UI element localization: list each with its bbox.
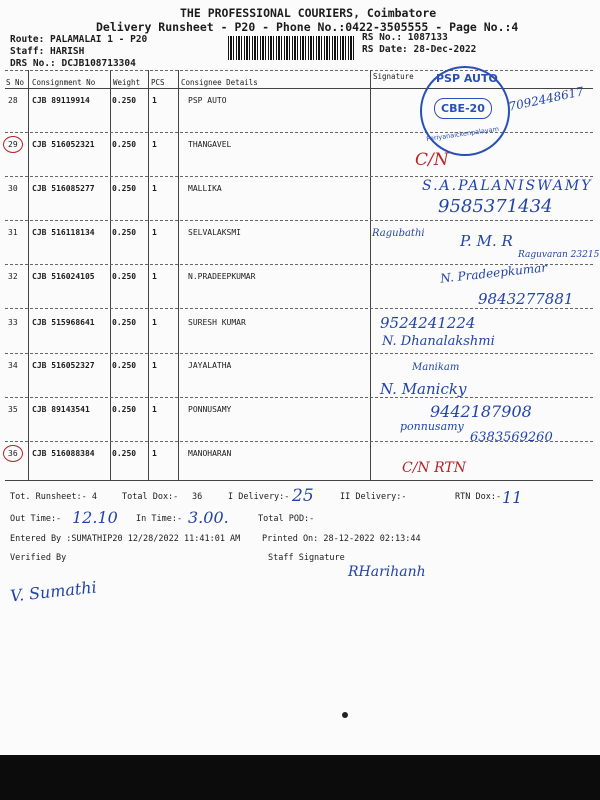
row-sno: 35	[8, 405, 18, 414]
col-consignment: Consignment No	[32, 78, 96, 87]
company-title: THE PROFESSIONAL COURIERS, Coimbatore	[180, 6, 437, 20]
row-weight: 0.250	[112, 449, 137, 458]
hw-row33-name: N. Dhanalakshmi	[382, 334, 495, 349]
row-weight: 0.250	[112, 228, 137, 237]
row-consignee: SURESH KUMAR	[188, 318, 246, 327]
row-pcs: 1	[152, 184, 157, 193]
row-sno: 29	[8, 140, 18, 149]
rs-date: RS Date: 28-Dec-2022	[362, 44, 477, 55]
psp-auto-stamp	[420, 66, 510, 156]
row-consignee: N.PRADEEPKUMAR	[188, 272, 256, 281]
route-label: Route: PALAMALAI 1 - P20	[10, 34, 148, 45]
table-bottom-rule	[5, 480, 593, 481]
row-sno: 34	[8, 361, 18, 370]
staff-label: Staff: HARISH	[10, 46, 85, 57]
col-signature: Signature	[373, 72, 414, 81]
total-pod-label: Total POD:-	[258, 514, 315, 524]
hw-row35-phone2: 6383569260	[470, 430, 553, 445]
row-weight: 0.250	[112, 318, 137, 327]
row-pcs: 1	[152, 272, 157, 281]
row-divider	[5, 176, 593, 177]
row-consignee: JAYALATHA	[188, 361, 232, 370]
hw-out-time: 12.10	[72, 508, 118, 527]
row-sno: 28	[8, 96, 18, 105]
hw-row34-name: Manikam	[412, 362, 460, 373]
row-consignee: SELVALAKSMI	[188, 228, 241, 237]
total-dox-value: 36	[192, 492, 203, 502]
row-consignment: CJB 89119914	[32, 96, 90, 105]
barcode	[228, 36, 354, 60]
scan-edge	[0, 755, 600, 800]
row-divider	[5, 308, 593, 309]
total-dox-label: Total Dox:-	[122, 492, 179, 502]
hw-row35-name: ponnusamy	[400, 420, 464, 433]
row-consignment: CJB 516118134	[32, 228, 95, 237]
row-sno: 33	[8, 318, 18, 327]
rs-number: RS No.: 1087133	[362, 32, 448, 43]
row-consignment: CJB 515968641	[32, 318, 95, 327]
row-weight: 0.250	[112, 140, 137, 149]
runsheet-title: Delivery Runsheet - P20 - Phone No.:0422-3505555 - Page No.:4	[96, 20, 519, 34]
row-weight: 0.250	[112, 361, 137, 370]
hw-row33-phone: 9524241224	[380, 314, 476, 332]
staff-signature-label: Staff Signature	[268, 553, 345, 563]
hw-rtn-count: 11	[502, 488, 523, 507]
row-sno: 30	[8, 184, 18, 193]
verified-by-label: Verified By	[10, 553, 67, 563]
hw-in-time: 3.00.	[188, 508, 229, 527]
row-divider	[5, 397, 593, 398]
row-consignee: MALLIKA	[188, 184, 222, 193]
row-consignee: PONNUSAMY	[188, 405, 232, 414]
row-consignment: CJB 516085277	[32, 184, 95, 193]
row-sno: 32	[8, 272, 18, 281]
col-sno: S No	[6, 78, 25, 87]
row-pcs: 1	[152, 449, 157, 458]
entered-by: Entered By :SUMATHIP20 12/28/2022 11:41:01 AM	[10, 534, 241, 544]
row-consignment: CJB 516052327	[32, 361, 95, 370]
row-pcs: 1	[152, 228, 157, 237]
stamp-center-text: CBE-20	[434, 98, 492, 119]
hw-row28-phone: 7092448617	[507, 84, 585, 114]
row-weight: 0.250	[112, 405, 137, 414]
col-weight: Weight	[113, 78, 141, 87]
out-time-label: Out Time:-	[10, 514, 62, 524]
hw-delivery-count: 25	[292, 486, 314, 506]
stamp-top-text: PSP AUTO	[436, 72, 498, 85]
row-pcs: 1	[152, 140, 157, 149]
hw-row29-note: C/N	[415, 150, 449, 170]
row-divider	[5, 353, 593, 354]
drs-label: DRS No.: DCJB108713304	[10, 58, 136, 69]
red-circle-mark	[3, 136, 23, 153]
row-sno: 31	[8, 228, 18, 237]
i-delivery-label: I Delivery:-	[228, 492, 290, 502]
row-pcs: 1	[152, 96, 157, 105]
paper-speck	[342, 712, 348, 718]
hw-row34-sign: N. Manicky	[380, 380, 467, 398]
row-consignment: CJB 89143541	[32, 405, 90, 414]
row-pcs: 1	[152, 361, 157, 370]
printed-on: Printed On: 28-12-2022 02:13:44	[262, 534, 421, 544]
ii-delivery-label: II Delivery:-	[340, 492, 407, 502]
hw-row32-phone: 9843277881	[478, 290, 574, 308]
row-pcs: 1	[152, 318, 157, 327]
stamp-bottom-text: Periyanaickenpalayam	[425, 124, 500, 144]
in-time-label: In Time:-	[136, 514, 183, 524]
hw-verified-signature: V. Sumathi	[9, 577, 98, 606]
row-consignee: PSP AUTO	[188, 96, 227, 105]
col-pcs: PCS	[151, 78, 165, 87]
hw-row36-note: C/N RTN	[402, 460, 467, 476]
header-bottom-rule	[5, 88, 593, 89]
table-top-rule	[5, 70, 593, 71]
row-consignment: CJB 516052321	[32, 140, 95, 149]
row-consignee: MANOHARAN	[188, 449, 232, 458]
tot-runsheet: Tot. Runsheet:- 4	[10, 492, 97, 502]
hw-row31-name: Ragubathi	[372, 228, 425, 239]
hw-row35-phone: 9442187908	[430, 402, 532, 421]
row-sno: 36	[8, 449, 18, 458]
rtn-dox-label: RTN Dox:-	[455, 492, 502, 502]
hw-row31-sign: P. M. R	[460, 232, 513, 250]
row-consignment: CJB 516024105	[32, 272, 95, 281]
row-weight: 0.250	[112, 184, 137, 193]
row-weight: 0.250	[112, 96, 137, 105]
red-circle-mark	[3, 445, 23, 462]
hw-row30-name: S.A.PALANISWAMY	[422, 178, 593, 194]
row-weight: 0.250	[112, 272, 137, 281]
row-divider	[5, 220, 593, 221]
col-consignee: Consignee Details	[181, 78, 258, 87]
row-consignment: CJB 516088384	[32, 449, 95, 458]
hw-staff-signature: RHarihanh	[348, 564, 426, 580]
row-consignee: THANGAVEL	[188, 140, 232, 149]
row-divider	[5, 132, 593, 133]
hw-row30-phone: 9585371434	[438, 196, 553, 217]
hw-row31-phone: Raguvaran 23215	[518, 250, 600, 260]
hw-row32-sign: N. Pradeepkumar	[439, 260, 548, 286]
row-pcs: 1	[152, 405, 157, 414]
